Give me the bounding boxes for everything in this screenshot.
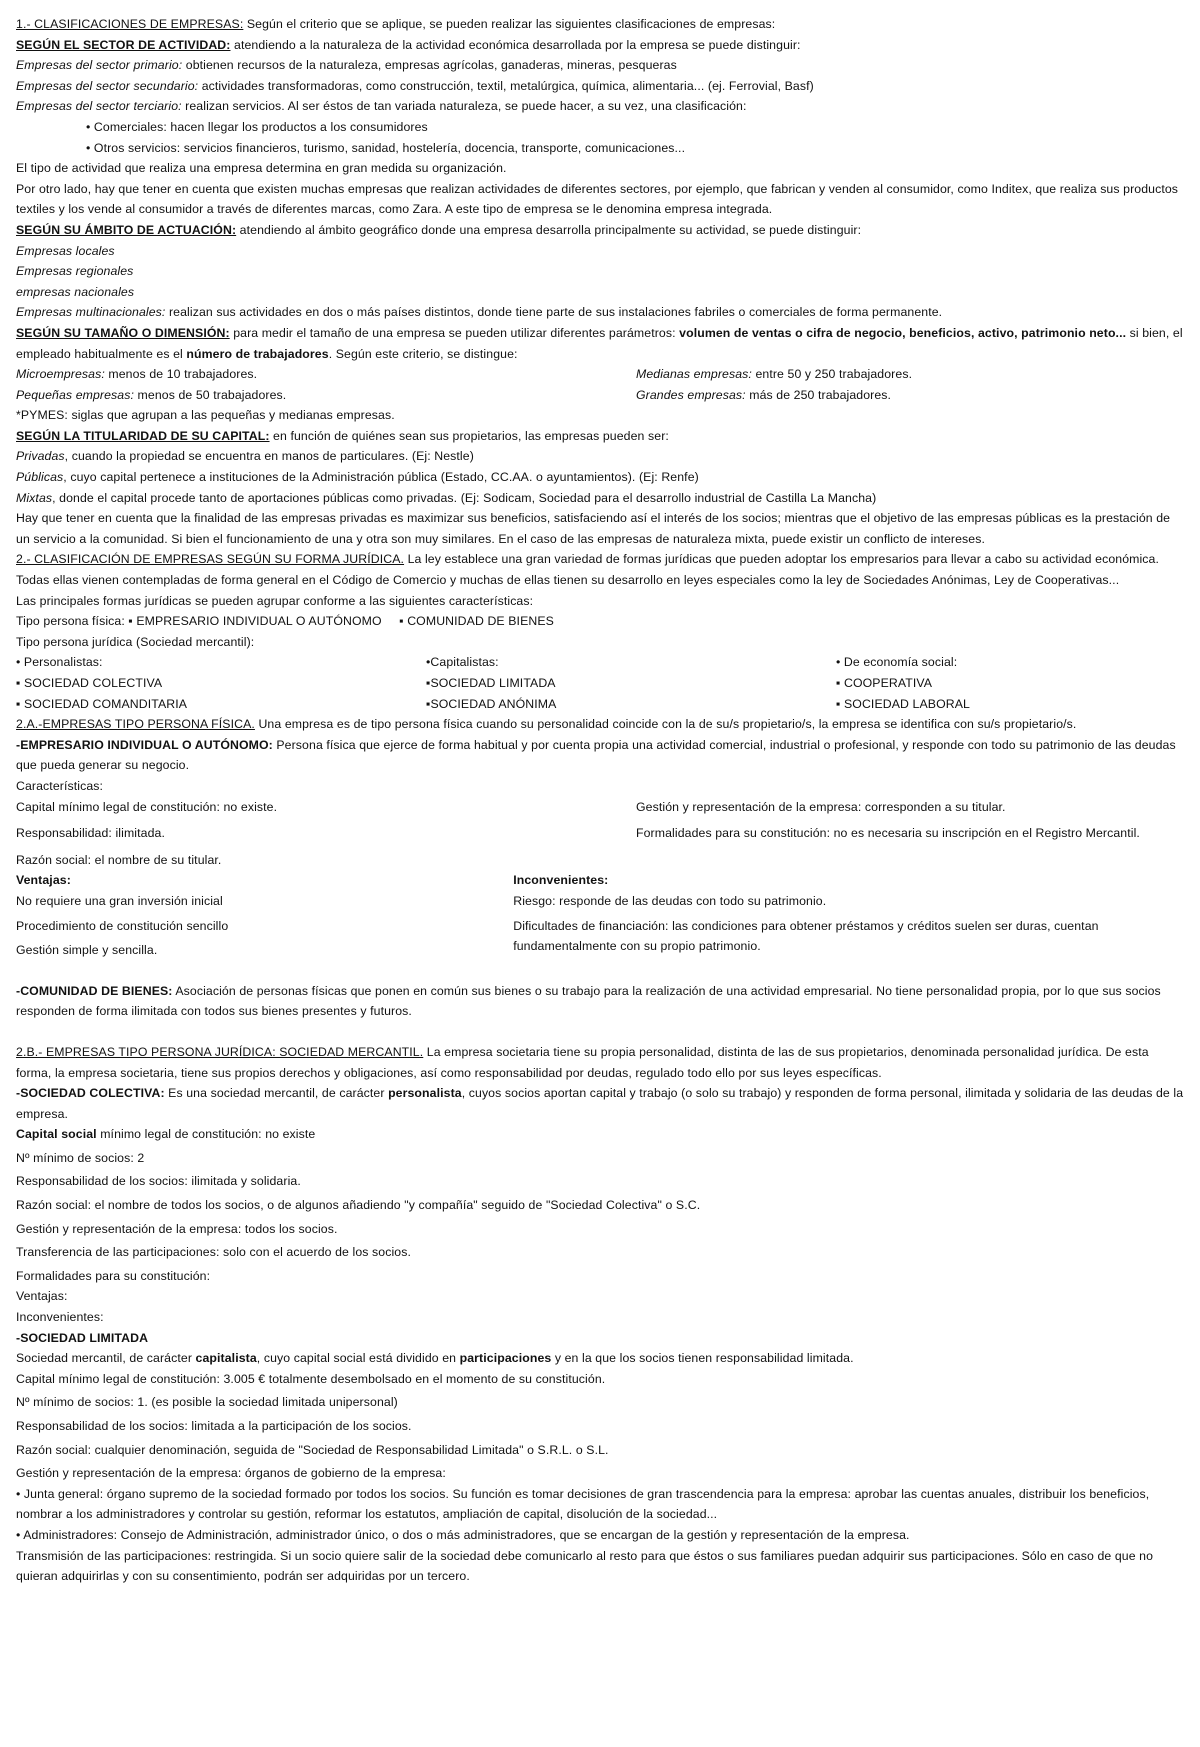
list-item: ▪SOCIEDAD ANÓNIMA [426, 696, 557, 711]
collective-society-heading: -SOCIEDAD COLECTIVA: [16, 1086, 165, 1101]
legal-person-types: Tipo persona jurídica (Sociedad mercantil): [16, 634, 255, 649]
cons-column [513, 870, 1184, 960]
sole-trader-heading: -EMPRESARIO INDIVIDUAL O AUTÓNOMO: [16, 737, 273, 752]
section-1-heading-line [16, 14, 1184, 35]
sector-primary [16, 55, 1184, 76]
size-small [16, 385, 636, 406]
list-item: ▪ SOCIEDAD LABORAL [836, 696, 970, 711]
limited-company-text: y en la que los socios tienen responsabilidad limitada. [551, 1351, 854, 1366]
size-row [16, 364, 1184, 385]
collective-society-detail: Nº mínimo de socios: 2 [16, 1150, 145, 1165]
collective-society-line [16, 1083, 1184, 1124]
list-item: ▪SOCIEDAD LIMITADA [426, 676, 556, 690]
characteristics-row [16, 823, 1184, 844]
size-workers: número de trabajadores [186, 346, 329, 361]
size-text: . Según este criterio, se distingue: [328, 346, 518, 361]
limited-company-text: Sociedad mercantil, de carácter [16, 1351, 196, 1366]
limited-company-definition [16, 1348, 1184, 1369]
scope-national: empresas nacionales [16, 284, 135, 299]
characteristic: Gestión y representación de la empresa: corresponden a su titular. [636, 799, 1006, 814]
sector-tertiary-term: Empresas del sector terciario: [16, 99, 182, 114]
spacer [16, 1022, 1184, 1042]
limited-company-detail: Gestión y representación de la empresa: órganos de gobierno de la empresa: [16, 1466, 446, 1481]
list-item: Riesgo: responde de las deudas con todo su patrimonio. [513, 893, 827, 908]
pymes-note: *PYMES: siglas que agrupan a las pequeñas y medianas empresas. [16, 408, 395, 423]
paragraph: Por otro lado, hay que tener en cuenta que existen muchas empresas que realizan actividades de diferentes sectores, por ejemplo, que fabrican y venden al consumidor, como Inditex, que realiza sus productos textiles y los vende al consumidor a través de diferentes marcas, como Zara. A este tipo de empresa se le denomina empresa integrada. [16, 181, 1179, 217]
sector-secondary-term: Empresas del sector secundario: [16, 78, 199, 93]
ownership-mixed-term: Mixtas [16, 490, 53, 505]
limited-company-detail: Razón social: cualquier denominación, seguida de "Sociedad de Responsabilidad Limitada" o S.R.L. o S.L. [16, 1442, 609, 1457]
list-item: ▪ COOPERATIVA [836, 676, 933, 690]
ownership-public-term: Públicas [16, 470, 64, 485]
section-1-title: 1.- CLASIFICACIONES DE EMPRESAS: [16, 17, 244, 31]
pros-column [16, 870, 513, 960]
tertiary-bullet-other: • Otros servicios: servicios financieros, turismo, sanidad, hostelería, docencia, transporte, comunicaciones... [86, 140, 686, 155]
collective-society-type: personalista [388, 1086, 462, 1101]
tertiary-bullet-commercial: • Comerciales: hacen llegar los productos a los consumidores [86, 119, 428, 134]
list-item: Dificultades de financiación: las condiciones para obtener préstamos y créditos suelen ser duras, cuentan fundamentalmente con su propio patrimonio. [513, 918, 1099, 954]
pros-cons [16, 870, 1184, 960]
share-capital-line [16, 1124, 1184, 1145]
size-heading-line [16, 323, 1184, 364]
size-large-term: Grandes empresas: [636, 387, 746, 402]
collective-society-detail: Responsabilidad de los socios: ilimitada y solidaria. [16, 1174, 301, 1189]
sector-heading: SEGÚN EL SECTOR DE ACTIVIDAD: [16, 37, 231, 52]
size-medium-text: entre 50 y 250 trabajadores. [751, 367, 913, 382]
joint-ownership-text: Asociación de personas físicas que ponen en común sus bienes o su trabajo para la realización de una actividad empresarial. No tiene personalidad propia, por lo que sus socios responden de forma ilimitada con todos sus bienes presentes y futuros. [16, 983, 1161, 1019]
scope-multinational-text: realizan sus actividades en dos o más países distintos, donde tiene parte de sus instalaciones fabriles o comerciales de forma permanente. [165, 305, 943, 320]
characteristics-label: Características: [16, 778, 104, 793]
size-medium-term: Medianas empresas: [636, 367, 752, 382]
sector-tertiary [16, 96, 1184, 117]
spacer [16, 961, 1184, 981]
sector-heading-line [16, 35, 1184, 56]
scope-heading-line [16, 220, 1184, 241]
collective-society-text: Es una sociedad mercantil, de carácter [164, 1086, 389, 1101]
joint-ownership-heading: -COMUNIDAD DE BIENES: [16, 983, 173, 998]
collective-society-detail: Transferencia de las participaciones: solo con el acuerdo de los socios. [16, 1245, 411, 1260]
list-item: ▪ SOCIEDAD COLECTIVA [16, 676, 163, 690]
size-heading: SEGÚN SU TAMAÑO O DIMENSIÓN: [16, 325, 230, 340]
list-item: Gestión simple y sencilla. [16, 943, 158, 958]
sole-trader-text: Persona física que ejerce de forma habitual y por cuenta propia una actividad comercial, industrial o profesional, y responde con todo su patrimonio de las deudas que pueda generar su negocio. [16, 737, 1176, 773]
ownership-public [16, 467, 1184, 488]
sector-secondary-text: actividades transformadoras, como construcción, textil, metalúrgica, química, alimentaria... (ej. Ferrovial, Basf) [198, 78, 814, 93]
cons-heading: Inconvenientes: [513, 873, 609, 888]
scope-heading: SEGÚN SU ÁMBITO DE ACTUACIÓN: [16, 222, 237, 237]
list-item: •Capitalistas: [426, 655, 499, 670]
section-2a-title: 2.A.-EMPRESAS TIPO PERSONA FÍSICA. [16, 717, 255, 732]
collective-society-detail: Formalidades para su constitución: [16, 1268, 211, 1283]
joint-ownership-line [16, 981, 1184, 1022]
share-transfer-text: Transmisión de las participaciones: restringida. Si un socio quiere salir de la sociedad debe comunicarlo al resto para que éstos o sus familiares puedan adquirir sus participaciones. Sólo en caso de que no quieran adquirirlas y con su consentimiento, podrán ser adquiridas por un tercero. [16, 1548, 1154, 1584]
list-item: Procedimiento de constitución sencillo [16, 918, 229, 933]
ownership-private [16, 446, 1184, 467]
section-2b-title: 2.B.- EMPRESAS TIPO PERSONA JURÍDICA: SOCIEDAD MERCANTIL. [16, 1044, 424, 1059]
pros-heading: Ventajas: [16, 873, 71, 888]
list-item: • Personalistas: [16, 655, 103, 670]
ownership-text: en función de quiénes sean sus propietarios, las empresas pueden ser: [269, 428, 669, 443]
ownership-mixed [16, 488, 1184, 509]
capitalist-column [426, 652, 836, 714]
limited-company-type: capitalista [195, 1351, 257, 1366]
ownership-public-text: , cuyo capital pertenece a instituciones de la Administración pública (Estado, CC.AA. o ayuntamientos). (Ej: Renfe) [63, 470, 699, 485]
size-text: si bien, el empleado habitualmente es el [16, 325, 1183, 361]
characteristic: Responsabilidad: ilimitada. [16, 826, 165, 841]
ownership-mixed-text: , donde el capital procede tanto de aportaciones públicas como privadas. (Ej: Sodicam, Sociedad para el desarrollo industrial de Castilla La Mancha) [52, 490, 877, 505]
legal-forms-grid [16, 652, 1184, 714]
sector-secondary [16, 76, 1184, 97]
limited-company-heading: -SOCIEDAD LIMITADA [16, 1330, 149, 1345]
sole-trader-line [16, 735, 1184, 776]
size-large-text: más de 250 trabajadores. [745, 387, 892, 402]
size-text: para medir el tamaño de una empresa se pueden utilizar diferentes parámetros: [229, 325, 680, 340]
ownership-private-term: Privadas [16, 449, 65, 464]
size-micro [16, 364, 636, 385]
section-2b-heading-line [16, 1042, 1184, 1083]
limited-company-detail: Responsabilidad de los socios: limitada a la participación de los socios. [16, 1419, 412, 1433]
characteristic: Capital mínimo legal de constitución: no existe. [16, 799, 278, 814]
share-capital-text: mínimo legal de constitución: no existe [96, 1127, 316, 1142]
size-params: volumen de ventas o cifra de negocio, beneficios, activo, patrimonio neto... [679, 325, 1127, 340]
paragraph: Hay que tener en cuenta que la finalidad de las empresas privadas es maximizar sus beneficios, satisfaciendo así el interés de los socios; mientras que el objetivo de las empresas públicas es la prestación de un servicio a la comunidad. Si bien el funcionamiento de una y otra son muy similares. En el caso de las empresas de naturaleza mixta, puede existir un conflicto de intereses. [16, 511, 1171, 546]
collective-society-detail: Inconvenientes: [16, 1310, 104, 1325]
section-2b-intro: La empresa societaria tiene su propia personalidad, distinta de las de sus propietarios, denominada personalidad jurídica. De esta forma, la empresa societaria, tiene sus propios derechos y obligaciones, así como responsabilidad por deudas, regulado todo ello por sus leyes específicas. [16, 1044, 1149, 1080]
size-small-term: Pequeñas empresas: [16, 387, 135, 402]
paragraph: El tipo de actividad que realiza una empresa determina en gran medida su organización. [16, 161, 507, 176]
section-2-heading-line [16, 549, 1184, 590]
limited-company-shares: participaciones [459, 1351, 552, 1366]
limited-company-detail: Nº mínimo de socios: 1. (es posible la sociedad limitada unipersonal) [16, 1395, 398, 1410]
ownership-heading-line [16, 426, 1184, 447]
sector-tertiary-text: realizan servicios. Al ser éstos de tan variada naturaleza, se puede hacer, a su vez, una clasificación: [181, 99, 747, 114]
section-2-title: 2.- CLASIFICACIÓN DE EMPRESAS SEGÚN SU FORMA JURÍDICA. [16, 552, 405, 567]
list-item: • De economía social: [836, 655, 958, 670]
size-small-text: menos de 50 trabajadores. [134, 387, 287, 402]
ownership-private-text: , cuando la propiedad se encuentra en manos de particulares. (Ej: Nestle) [64, 449, 474, 464]
characteristics-row [16, 797, 1184, 818]
personalist-column [16, 652, 426, 714]
characteristic: Formalidades para su constitución: no es necesaria su inscripción en el Registro Mercantil. [636, 826, 1140, 841]
section-2a-intro: Una empresa es de tipo persona física cuando su personalidad coincide con la de su/s propietario/s, la empresa se identifica con su/s propietario/s. [254, 717, 1077, 732]
scope-regional: Empresas regionales [16, 264, 134, 279]
collective-society-text: , cuyos socios aportan capital y trabajo (o solo su trabajo) y responden de forma personal, ilimitada y solidaria de las deudas de la empresa. [16, 1086, 1184, 1121]
paragraph: Las principales formas jurídicas se pueden agrupar conforme a las siguientes características: [16, 593, 534, 608]
scope-text: atendiendo al ámbito geográfico donde una empresa desarrolla principalmente su actividad, se puede distinguir: [236, 222, 862, 237]
size-row [16, 385, 1184, 406]
list-item: ▪ SOCIEDAD COMANDITARIA [16, 696, 188, 711]
collective-society-detail: Razón social: el nombre de todos los socios, o de algunos añadiendo "y compañía" seguido de "Sociedad Colectiva" o S.C. [16, 1198, 701, 1213]
ownership-heading: SEGÚN LA TITULARIDAD DE SU CAPITAL: [16, 428, 270, 443]
administrators-bullet: • Administradores: Consejo de Administración, administrador único, o dos o más administradores, que se encargan de la gestión y representación de la empresa. [16, 1527, 910, 1542]
sector-primary-term: Empresas del sector primario: [16, 58, 183, 73]
characteristic: Razón social: el nombre de su titular. [16, 852, 222, 867]
section-1-intro: Según el criterio que se aplique, se pueden realizar las siguientes clasificaciones de empresas: [243, 17, 776, 31]
general-meeting-bullet: • Junta general: órgano supremo de la sociedad formado por todos los socios. Su función es tomar decisiones de gran trascendencia para la empresa: aprobar las cuentas anuales, distribuir los beneficios, nombrar a los administradores y controlar su gestión, reformar los estatutos, ampliación de capital, disolución de la sociedad... [16, 1486, 1150, 1522]
limited-company-text: , cuyo capital social está dividido en [256, 1351, 460, 1366]
scope-local: Empresas locales [16, 243, 115, 258]
size-micro-text: menos de 10 trabajadores. [104, 367, 258, 382]
size-micro-term: Microempresas: [16, 367, 105, 382]
scope-multinational [16, 302, 1184, 323]
collective-society-detail: Gestión y representación de la empresa: todos los socios. [16, 1221, 338, 1236]
collective-society-detail: Ventajas: [16, 1289, 68, 1304]
section-2a-heading-line [16, 714, 1184, 735]
sector-primary-text: obtienen recursos de la naturaleza, empresas agrícolas, ganaderas, mineras, pesqueras [182, 58, 677, 73]
social-economy-column [836, 652, 970, 714]
scope-multinational-term: Empresas multinacionales: [16, 305, 166, 320]
list-item: No requiere una gran inversión inicial [16, 893, 223, 908]
document [16, 14, 1184, 1587]
limited-company-detail: Capital mínimo legal de constitución: 3.005 € totalmente desembolsado en el momento de su constitución. [16, 1371, 606, 1386]
natural-person-types: Tipo persona física: ▪ EMPRESARIO INDIVIDUAL O AUTÓNOMO ▪ COMUNIDAD DE BIENES [16, 614, 554, 629]
section-2-intro: La ley establece una gran variedad de formas jurídicas que pueden adoptar los empresarios para llevar a cabo su actividad económica. Todas ellas vienen contempladas de forma general en el Código de Comercio y muchas de ellas tienen su desarrollo en leyes especiales como la ley de Sociedades Anónimas, Ley de Cooperativas... [16, 552, 1160, 588]
size-large [636, 385, 891, 406]
sector-text: atendiendo a la naturaleza de la actividad económica desarrollada por la empresa se puede distinguir: [230, 37, 801, 52]
share-capital-term: Capital social [16, 1127, 97, 1142]
size-medium [636, 364, 912, 385]
